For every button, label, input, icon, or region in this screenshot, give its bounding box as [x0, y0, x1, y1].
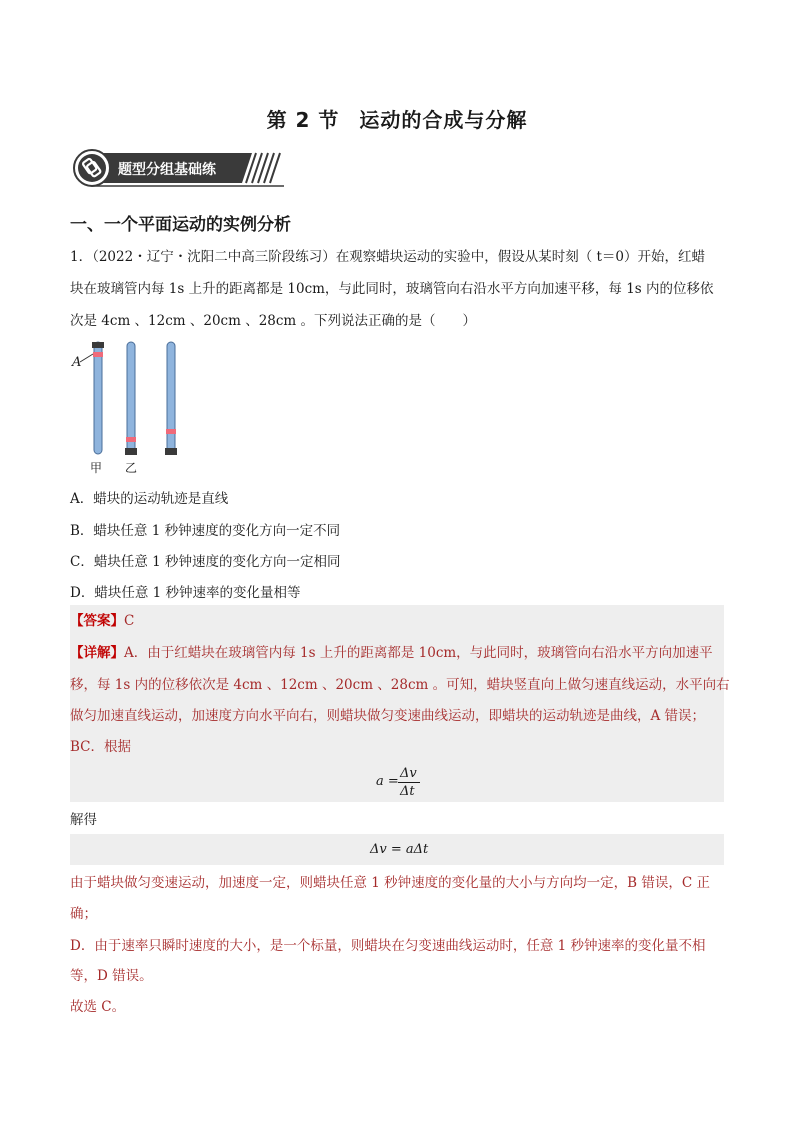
tube-figure: [70, 337, 190, 477]
banner-label: 题型分组基础练: [118, 162, 216, 178]
section-heading: 一、一个平面运动的实例分析: [70, 215, 291, 235]
detail-line-4: BC．根据: [70, 739, 132, 755]
tube-jia: [92, 342, 104, 454]
solve-label: 解得: [70, 812, 97, 828]
answer-value: C: [124, 613, 135, 629]
formula-delta-v: Δv = aΔt: [370, 842, 429, 857]
answer-line: [70, 611, 134, 631]
detail-line-8: 等，D 错误。: [70, 968, 153, 984]
tube-third: [165, 342, 177, 455]
detail-line-3: 做匀加速直线运动，加速度方向水平向右，则蜡块做匀变速曲线运动，即蜡块的运动轨迹是曲线，A 错误；: [70, 708, 706, 724]
formula-denominator: Δt: [400, 784, 415, 799]
practice-banner: [72, 148, 286, 188]
label-jia: 甲: [90, 461, 103, 475]
option-a: A．蜡块的运动轨迹是直线: [70, 491, 229, 507]
page-title: [0, 104, 794, 133]
option-b: B．蜡块任意 1 秒钟速度的变化方向一定不同: [70, 523, 341, 539]
formula-lhs: a =: [376, 774, 399, 789]
detail-line-1: 【详解】A．由于红蜡块在玻璃管内每 1s 上升的距离都是 10cm，与此同时，玻璃管向右沿水平方向加速平: [70, 645, 713, 661]
option-d: D．蜡块任意 1 秒钟速率的变化量相等: [70, 585, 301, 601]
label-yi: 乙: [125, 461, 138, 475]
question-line-1: 1．（2022・辽宁・沈阳二中高三阶段练习）在观察蜡块运动的实验中，假设从某时刻（ t＝0）开始，红蜡: [70, 249, 705, 265]
formula-numerator: Δv: [400, 766, 417, 781]
section-title: 运动的合成与分解: [359, 108, 528, 132]
option-c: C．蜡块任意 1 秒钟速度的变化方向一定相同: [70, 554, 341, 570]
detail-line-7: D．由于速率只瞬时速度的大小，是一个标量，则蜡块在匀变速曲线运动时，任意 1 秒钟速率的变化量不相: [70, 938, 706, 954]
question-line-3: 次是 4cm 、12cm 、20cm 、28cm 。下列说法正确的是（ ）: [70, 313, 477, 329]
section-number: 第 2 节: [266, 108, 340, 132]
answer-detail-block: [70, 605, 724, 802]
banner-graphic: [72, 148, 286, 188]
wax-block-yi: [126, 437, 136, 442]
wax-block-third: [166, 429, 176, 434]
detail-line-2: 移，每 1s 内的位移依次是 4cm 、12cm 、20cm 、28cm 。可知，蜡块竖直向上做匀速直线运动，水平向右: [70, 677, 730, 693]
tube-yi: [125, 342, 137, 455]
detail-line-5: 由于蜡块做匀变速运动，加速度一定，则蜡块任意 1 秒钟速度的变化量的大小与方向均一定，B 错误，C 正: [70, 875, 711, 891]
detail-tag: 【详解】: [70, 645, 124, 661]
wax-block-jia: [93, 352, 103, 357]
conclusion-line: 故选 C。: [70, 999, 126, 1015]
detail-line-6: 确；: [70, 906, 97, 922]
label-a: A: [72, 355, 82, 370]
question-line-2: 块在玻璃管内每 1s 上升的距离都是 10cm，与此同时，玻璃管向右沿水平方向加速平移，每 1s 内的位移依: [70, 281, 714, 297]
answer-tag: 【答案】: [70, 613, 124, 629]
